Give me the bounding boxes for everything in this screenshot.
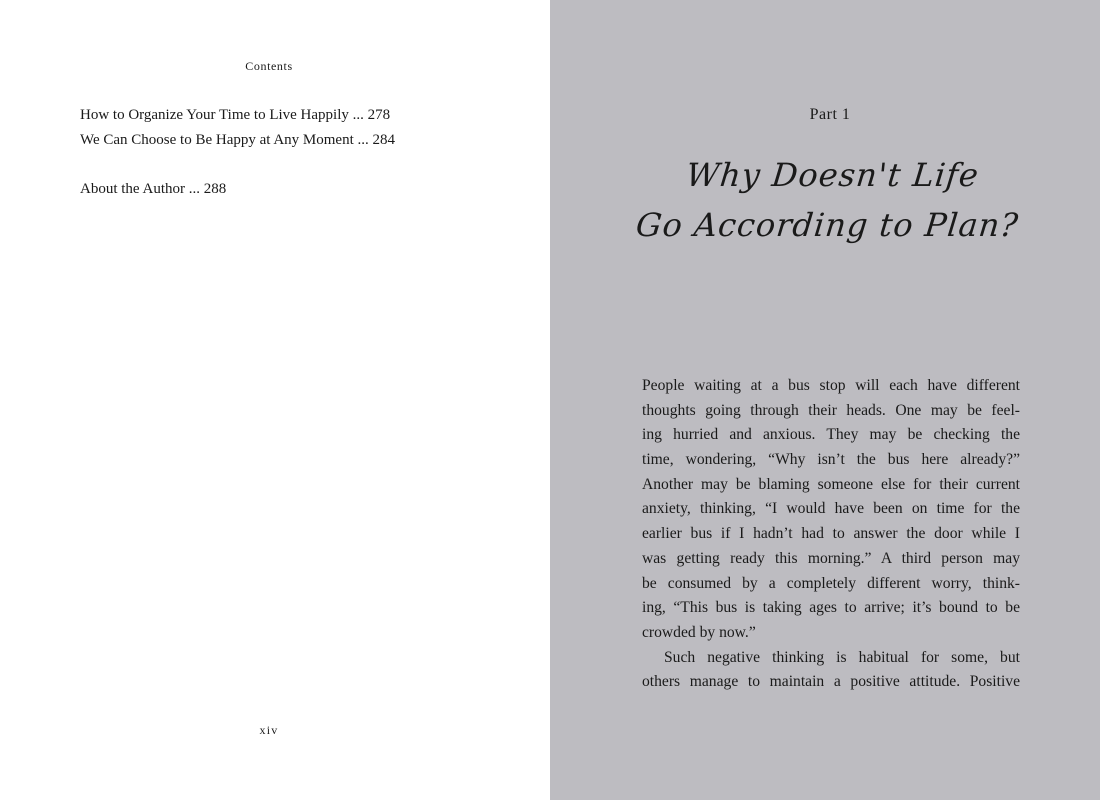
table-of-contents <box>80 103 520 202</box>
body-line: was getting ready this morning.” A third person may <box>642 549 1020 567</box>
toc-entry: How to Organize Your Time to Live Happily ... 278 <box>80 107 391 123</box>
part-title <box>550 150 1100 250</box>
body-line: anxiety, thinking, “I would have been on time for the <box>642 500 1020 518</box>
body-line: time, wondering, “Why isn’t the bus here already?” <box>642 451 1020 469</box>
toc-entry: We Can Choose to Be Happy at Any Moment ... 284 <box>80 131 396 148</box>
right-page <box>550 0 1100 800</box>
body-text <box>642 374 1020 695</box>
part-title-line: Go According to Plan? <box>634 206 1021 244</box>
body-line: ing, “This bus is taking ages to arrive; it’s bound to be <box>642 599 1020 617</box>
body-line: People waiting at a bus stop will each have different <box>642 377 1020 394</box>
body-line: Such negative thinking is habitual for some, but <box>664 648 1020 666</box>
running-head: Contents <box>245 59 293 73</box>
body-line: others manage to maintain a positive attitude. Positive <box>642 673 1020 691</box>
body-line: ing hurried and anxious. They may be checking the <box>642 426 1020 444</box>
page-number: xiv <box>259 723 279 737</box>
toc-spacer <box>80 152 520 177</box>
part-label: Part 1 <box>809 106 851 123</box>
body-line: be consumed by a completely different worry, think- <box>642 574 1020 592</box>
body-line: earlier bus if I hadn’t had to answer the door while I <box>642 525 1020 543</box>
body-line: thoughts going through their heads. One may be feel- <box>642 401 1020 419</box>
toc-entry-about-author: About the Author ... 288 <box>80 181 227 197</box>
part-title-line: Why Doesn't Life <box>684 156 981 194</box>
body-line: Another may be blaming someone else for their current <box>642 475 1020 493</box>
body-line: crowded by now.” <box>642 623 756 641</box>
